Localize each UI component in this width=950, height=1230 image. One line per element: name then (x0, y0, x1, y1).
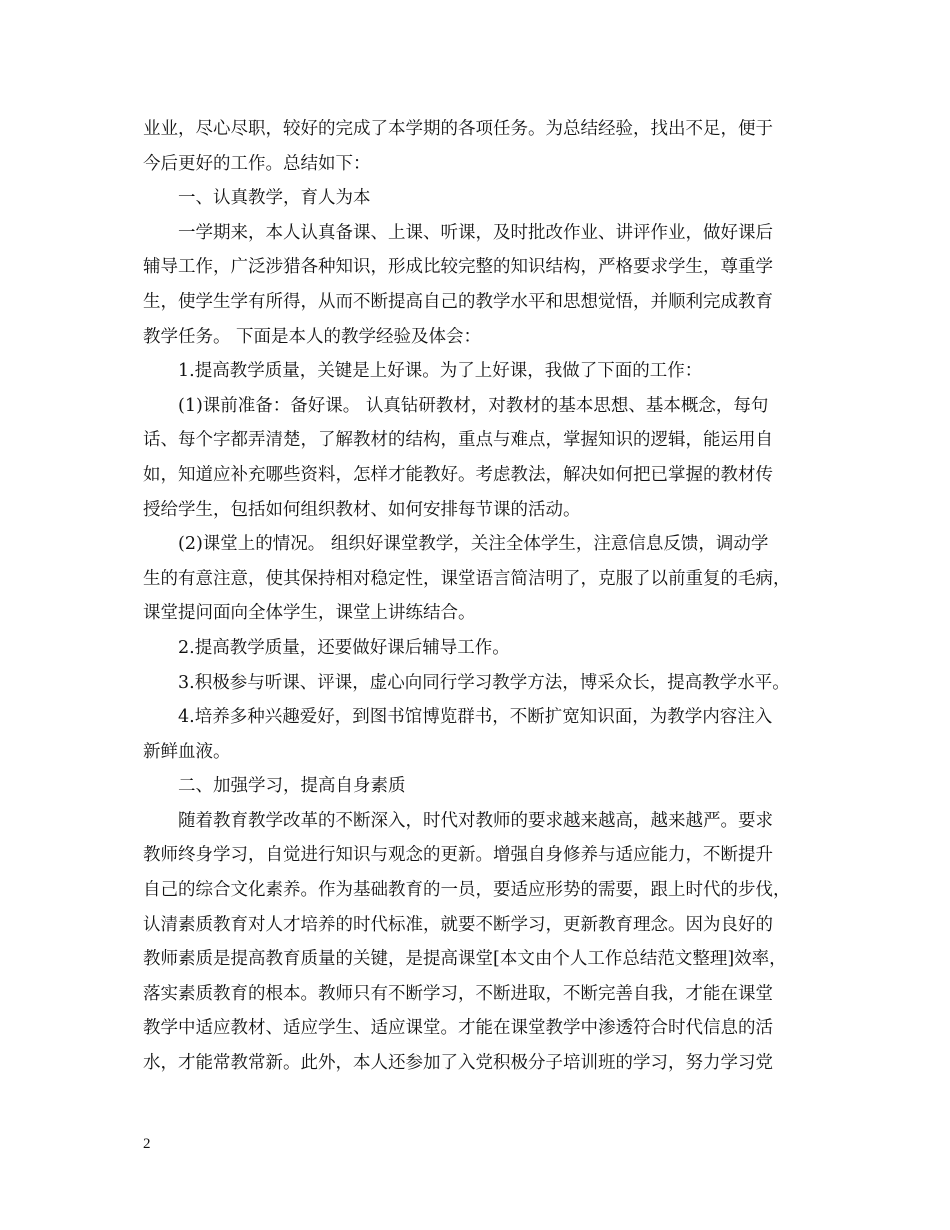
text-line-12: 授给学生，包括如何组织教材、如何安排每节课的活动。 (143, 499, 581, 520)
sub-item-1: (1)课前准备：备好课。 认真钻研教材，对教材的基本思想、基本概念，每句 (178, 395, 769, 416)
text-line-7: 教学任务。 下面是本人的教学经验及体会： (143, 326, 482, 347)
text-line-2: 今后更好的工作。总结如下： (143, 153, 371, 174)
text-line-25: 教师素质是提高教育质量的关键，是提高课堂[本文由个人工作总结范文整理]效率， (143, 949, 787, 970)
list-item-2: 2.提高教学质量，还要做好课后辅导工作。 (178, 637, 510, 658)
sub-item-2: (2)课堂上的情况。 组织好课堂教学，关注全体学生，注意信息反馈，调动学 (178, 534, 769, 555)
document-body (143, 112, 823, 1081)
list-item-4: 4.培养多种兴趣爱好，到图书馆博览群书，不断扩宽知识面，为教学内容注入 (178, 707, 773, 728)
text-line-14: 生的有意注意，使其保持相对稳定性，课堂语言简洁明了，克服了以前重复的毛病， (143, 568, 791, 589)
text-line-6: 生，使学生学有所得，从而不断提高自己的教学水平和思想觉悟，并顺利完成教育 (143, 291, 773, 312)
text-line-1: 业业，尽心尽职，较好的完成了本学期的各项任务。为总结经验，找出不足，便于 (143, 119, 773, 139)
text-line-5: 辅导工作，广泛涉猎各种知识，形成比较完整的知识结构，严格要求学生，尊重学 (143, 257, 773, 278)
page-number: 2 (143, 1136, 151, 1152)
text-line-28: 水，才能常教常新。此外，本人还参加了入党积极分子培训班的学习，努力学习党 (143, 1053, 773, 1074)
text-line-10: 话、每个字都弄清楚，了解教材的结构，重点与难点，掌握知识的逻辑，能运用自 (143, 430, 773, 451)
text-line-21: 随着教育教学改革的不断深入，时代对教师的要求越来越高，越来越严。要求 (178, 810, 773, 831)
text-line-4: 一学期来，本人认真备课、上课、听课，及时批改作业、讲评作业，做好课后 (178, 222, 773, 243)
section-heading-2: 二、加强学习，提高自身素质 (178, 776, 406, 797)
list-item-1: 1.提高教学质量，关键是上好课。为了上好课，我做了下面的工作： (178, 361, 703, 382)
text-line-22: 教师终身学习，自觉进行知识与观念的更新。增强自身修养与适应能力，不断提升 (143, 845, 773, 866)
list-item-3: 3.积极参与听课、评课，虚心向同行学习教学方法，博采众长，提高教学水平。 (178, 672, 790, 693)
text-line-15: 课堂提问面向全体学生，课堂上讲练结合。 (143, 603, 476, 624)
text-line-27: 教学中适应教材、适应学生、适应课堂。才能在课堂教学中渗透符合时代信息的活 (143, 1018, 773, 1039)
text-line-19: 新鲜血液。 (143, 741, 231, 762)
text-line-26: 落实素质教育的根本。教师只有不断学习，不断进取，不断完善自我，才能在课堂 (143, 983, 773, 1004)
text-line-23: 自己的综合文化素养。作为基础教育的一员，要适应形势的需要，跟上时代的步伐， (143, 880, 791, 901)
section-heading-1: 一、认真教学，育人为本 (178, 188, 371, 209)
text-line-24: 认清素质教育对人才培养的时代标准，就要不断学习，更新教育理念。因为良好的 (143, 914, 773, 935)
text-line-11: 如，知道应补充哪些资料，怎样才能教好。考虑教法，解决如何把已掌握的教材传 (143, 464, 773, 485)
